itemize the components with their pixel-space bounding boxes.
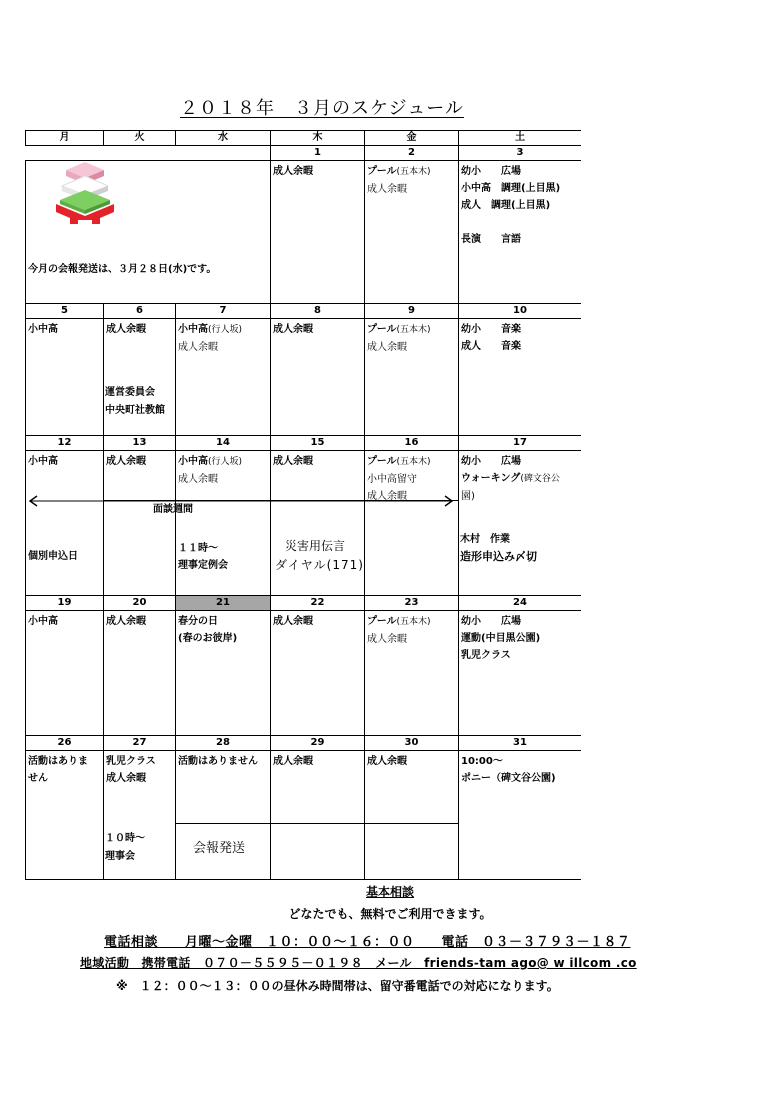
event-cell-fri <box>365 161 459 304</box>
mailing-notice: 今月の会報発送は、３月２８日(水)です。 <box>28 264 217 275</box>
date-cell-thu: 29 <box>271 736 365 751</box>
event-list <box>104 451 175 472</box>
event-cell-fri <box>365 751 459 880</box>
event-cell-sat <box>459 611 582 736</box>
event-text: 春分の日 <box>178 616 218 627</box>
event-list <box>271 451 364 472</box>
event-list <box>459 611 581 666</box>
event-cell-wed <box>176 451 271 596</box>
event-item <box>273 163 362 180</box>
interview-period-arrow <box>27 494 457 508</box>
event-item <box>461 231 579 248</box>
event-location: (五本木) <box>396 617 431 627</box>
weekday-fri: 金 <box>365 131 459 146</box>
event-text: 成人余暇 <box>106 324 146 335</box>
event-item <box>367 321 456 339</box>
event-text: 成人余暇 <box>178 474 218 485</box>
event-item <box>461 163 579 180</box>
date-cell-thu: 22 <box>271 596 365 611</box>
event-text: (春のお彼岸) <box>178 633 238 644</box>
event-text: 成人余暇 <box>273 324 313 335</box>
event-list <box>271 161 364 182</box>
date-cell-fri: 2 <box>365 146 459 161</box>
event-list <box>365 319 458 358</box>
date-cell-tue <box>104 146 176 161</box>
board-time-27: １０時～ <box>105 833 145 844</box>
event-text: 幼小 広場 <box>461 456 521 467</box>
event-item <box>178 453 268 471</box>
event-text: 小中高 <box>28 456 58 467</box>
event-item <box>106 613 173 630</box>
event-list <box>104 751 175 789</box>
craft-deadline: 造形申込み〆切 <box>460 550 537 563</box>
disaster-line-1: 災害用伝言 <box>285 539 346 553</box>
event-cell-sat <box>459 319 582 436</box>
event-list <box>271 611 364 632</box>
event-text: 成人余暇 <box>273 616 313 627</box>
event-list <box>104 319 175 340</box>
date-cell-sat: 17 <box>459 436 582 451</box>
event-text: 幼小 音楽 <box>461 324 521 335</box>
event-item <box>28 321 101 338</box>
event-item <box>106 453 173 470</box>
event-cell-fri <box>365 451 459 596</box>
event-cell-tue <box>104 611 176 736</box>
event-item <box>367 613 456 631</box>
date-cell-thu: 15 <box>271 436 365 451</box>
event-cell-mon <box>26 451 104 596</box>
event-text: 成人余暇 <box>367 184 407 195</box>
event-text: 成人余暇 <box>367 491 407 502</box>
date-row <box>26 736 582 751</box>
event-cell-fri <box>365 611 459 736</box>
event-list <box>459 451 581 507</box>
event-text: 成人 音楽 <box>461 341 521 352</box>
weekday-sat: 土 <box>459 131 582 146</box>
date-cell-mon: 26 <box>26 736 104 751</box>
event-text: 長演 言語 <box>461 234 521 245</box>
event-text: 10:00～ <box>461 756 503 767</box>
event-text: 乳児クラス <box>461 650 511 661</box>
event-item <box>106 753 173 770</box>
footer-heading: 基本相談 <box>365 885 414 899</box>
event-text: せん <box>28 773 48 784</box>
board-meeting: 理事定例会 <box>178 560 228 571</box>
event-item <box>461 214 579 231</box>
date-cell-sat: 31 <box>459 736 582 751</box>
event-item <box>178 471 268 488</box>
event-item <box>461 647 579 664</box>
hinamatsuri-icon <box>54 160 116 224</box>
event-item <box>461 488 579 505</box>
event-cell-thu <box>271 751 365 880</box>
event-item <box>178 321 268 339</box>
event-text: 活動はありません <box>178 756 258 767</box>
event-list <box>365 611 458 650</box>
event-item <box>273 321 362 338</box>
event-text: 幼小 広場 <box>461 616 521 627</box>
event-text: 小中高留守 <box>367 474 417 485</box>
event-list <box>26 451 103 472</box>
event-item <box>367 181 456 198</box>
date-cell-mon: 5 <box>26 304 104 319</box>
event-text: 成人余暇 <box>367 342 407 353</box>
event-text: 成人余暇 <box>106 456 146 467</box>
event-text: 小中高 <box>28 616 58 627</box>
event-list <box>176 611 270 649</box>
event-cell-sat <box>459 751 582 880</box>
date-cell-fri: 23 <box>365 596 459 611</box>
date-cell-tue: 20 <box>104 596 176 611</box>
event-item <box>178 613 268 630</box>
date-cell-sat: 10 <box>459 304 582 319</box>
date-row <box>26 146 582 161</box>
event-text: プール <box>367 456 397 467</box>
event-item <box>28 453 101 470</box>
event-item <box>461 453 579 470</box>
event-item <box>461 630 579 647</box>
event-list <box>459 319 581 357</box>
event-location: (行人坂) <box>208 325 243 335</box>
event-text: 成人 調理(上目黒) <box>461 200 551 211</box>
event-text: ポニー（碑文谷公園) <box>461 773 556 784</box>
event-item <box>28 753 101 770</box>
weekday-tue: 火 <box>104 131 176 146</box>
date-cell-wed: 7 <box>176 304 271 319</box>
event-location: (碑文谷公 <box>520 474 560 484</box>
regional-activity-line: 地域活動 携帯電話 ０７０－５５９５－０１９８ メール friends-tam ago@ w illcom .co <box>80 956 637 970</box>
event-list <box>26 319 103 340</box>
event-text: 成人余暇 <box>367 756 407 767</box>
event-item <box>367 471 456 488</box>
event-text: 活動はありま <box>28 756 88 767</box>
mailing-divider <box>175 823 458 824</box>
event-list <box>176 751 270 772</box>
event-cell-thu <box>271 319 365 436</box>
event-list <box>459 751 581 789</box>
date-cell-tue: 27 <box>104 736 176 751</box>
event-text: 小中高 <box>178 324 208 335</box>
weekday-header-row <box>26 131 582 146</box>
event-item <box>367 339 456 356</box>
community-hall: 中央町社教館 <box>105 405 165 416</box>
event-item <box>461 321 579 338</box>
event-list <box>26 751 103 789</box>
interview-week: 面談週間 <box>153 504 193 515</box>
event-item <box>461 470 579 488</box>
event-text: プール <box>367 324 397 335</box>
event-text: 小中高 調理(上目黒) <box>461 183 561 194</box>
event-text: 園) <box>461 491 475 502</box>
event-text: 小中高 <box>178 456 208 467</box>
event-text: 成人余暇 <box>273 166 313 177</box>
kimura-work: 木村 作業 <box>460 534 510 545</box>
event-cell-thu <box>271 161 365 304</box>
individual-application-day: 個別申込日 <box>28 551 78 562</box>
event-text: 乳児クラス <box>106 756 156 767</box>
event-text: ウォーキング <box>461 473 521 484</box>
event-cell-thu <box>271 451 365 596</box>
event-location: (五本木) <box>396 457 431 467</box>
disaster-line-2: ダイヤル(171) <box>275 558 364 572</box>
lunch-break-note: ※ １２：００～１３：００の昼休み時間帯は、留守番電話での対応になります。 <box>116 979 559 993</box>
event-text: 幼小 広場 <box>461 166 521 177</box>
event-text: 運動(中目黒公園) <box>461 633 541 644</box>
event-list <box>176 451 270 490</box>
event-text: プール <box>367 166 397 177</box>
event-text: 成人余暇 <box>273 456 313 467</box>
event-text: 成人余暇 <box>106 616 146 627</box>
event-item <box>273 613 362 630</box>
event-item <box>273 753 362 770</box>
event-item <box>367 453 456 471</box>
date-cell-sat: 24 <box>459 596 582 611</box>
date-row <box>26 304 582 319</box>
weekday-thu: 木 <box>271 131 365 146</box>
event-list <box>459 161 581 250</box>
event-list <box>271 751 364 772</box>
interview-divider <box>103 500 458 501</box>
event-item <box>106 321 173 338</box>
phone-consult-line: 電話相談 月曜～金曜 １０：００～１６：００ 電話 ０３－３７９３－１８７ <box>104 935 631 950</box>
date-cell-wed: 28 <box>176 736 271 751</box>
event-location: (五本木) <box>396 325 431 335</box>
event-list <box>176 319 270 358</box>
event-text: 小中高 <box>28 324 58 335</box>
date-row <box>26 596 582 611</box>
weekday-wed: 水 <box>176 131 271 146</box>
events-row <box>26 611 582 736</box>
date-cell-mon: 19 <box>26 596 104 611</box>
page-title: ２０１８年 ３月のスケジュール <box>180 98 464 119</box>
event-item <box>178 339 268 356</box>
event-item <box>106 770 173 787</box>
board-time: １１時～ <box>178 543 218 554</box>
weekday-mon: 月 <box>26 131 104 146</box>
event-cell-tue <box>104 319 176 436</box>
event-item <box>273 453 362 470</box>
event-item <box>367 753 456 770</box>
date-cell-mon: 12 <box>26 436 104 451</box>
right-margin <box>581 120 611 880</box>
date-cell-wed: 14 <box>176 436 271 451</box>
event-cell-wed <box>176 611 271 736</box>
event-cell-sat <box>459 451 582 596</box>
event-text: 成人余暇 <box>106 773 146 784</box>
events-row <box>26 451 582 596</box>
event-text: 成人余暇 <box>178 342 218 353</box>
event-item <box>28 613 101 630</box>
date-cell-tue: 6 <box>104 304 176 319</box>
date-cell-mon <box>26 146 104 161</box>
event-item <box>461 753 579 770</box>
event-item <box>28 770 101 787</box>
event-list <box>104 611 175 632</box>
event-cell-thu <box>271 611 365 736</box>
event-list <box>365 751 458 772</box>
event-list <box>26 611 103 632</box>
event-item <box>461 197 579 214</box>
event-item <box>461 180 579 197</box>
date-cell-fri: 16 <box>365 436 459 451</box>
date-cell-wed <box>176 146 271 161</box>
event-cell-wed <box>176 751 271 880</box>
event-text: 成人余暇 <box>367 634 407 645</box>
event-item <box>367 631 456 648</box>
date-cell-thu: 1 <box>271 146 365 161</box>
date-cell-fri: 30 <box>365 736 459 751</box>
event-cell-mon <box>26 751 104 880</box>
event-cell-wed <box>176 319 271 436</box>
event-list <box>365 161 458 200</box>
committee-meeting: 運営委員会 <box>105 387 155 398</box>
events-row <box>26 319 582 436</box>
event-text: 成人余暇 <box>273 756 313 767</box>
footer-subtitle: どなたでも、無料でご利用できます。 <box>288 907 492 921</box>
date-cell-sat: 3 <box>459 146 582 161</box>
event-cell-fri <box>365 319 459 436</box>
event-item <box>178 753 268 770</box>
event-item <box>461 613 579 630</box>
event-item <box>178 630 268 647</box>
event-cell-sat <box>459 161 582 304</box>
date-cell-thu: 8 <box>271 304 365 319</box>
event-list <box>271 319 364 340</box>
date-cell-tue: 13 <box>104 436 176 451</box>
board-meeting-27: 理事会 <box>105 851 135 862</box>
event-cell-mon <box>26 611 104 736</box>
event-item <box>461 338 579 355</box>
newsletter-mailing: 会報発送 <box>193 841 246 856</box>
event-cell-tue <box>104 451 176 596</box>
event-cell-mon <box>26 319 104 436</box>
event-location: (五本木) <box>396 167 431 177</box>
event-text: プール <box>367 616 397 627</box>
date-cell-wed: 21 <box>176 596 271 611</box>
event-item <box>367 163 456 181</box>
event-item <box>461 770 579 787</box>
event-location: (行人坂) <box>208 457 243 467</box>
date-row <box>26 436 582 451</box>
date-cell-fri: 9 <box>365 304 459 319</box>
